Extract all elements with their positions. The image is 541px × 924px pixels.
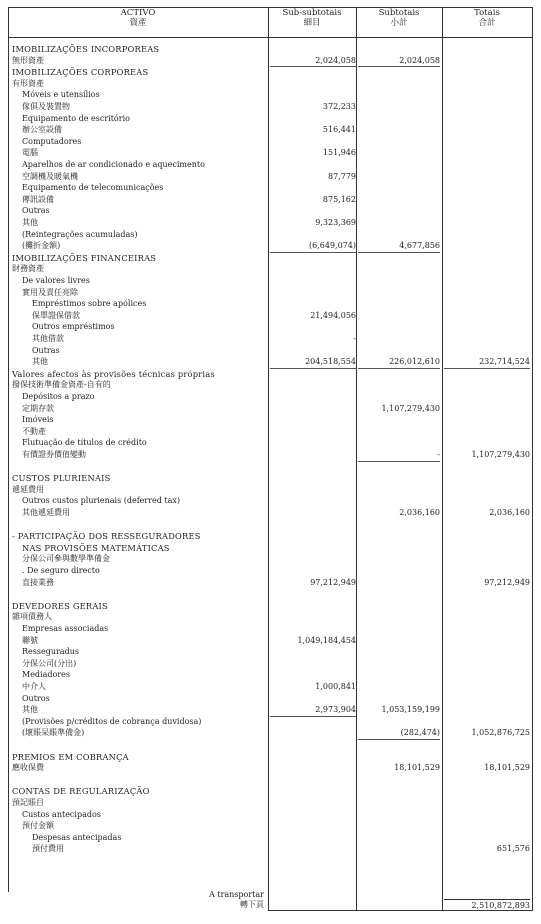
col-divider-3 xyxy=(442,7,443,910)
row-label: 其他借款 xyxy=(32,334,64,343)
row-label: 財務資產 xyxy=(12,264,44,274)
subtotal-value: 226,012,610 xyxy=(389,357,440,367)
sub-subtotal-value: 2,024,058 xyxy=(315,55,356,65)
row-label: 其他 xyxy=(22,705,38,715)
header-totais xyxy=(442,8,532,28)
header-subtotais xyxy=(356,8,442,28)
subtotal-value: 2,024,058 xyxy=(399,55,440,65)
sub-subtotal-value: 151,946 xyxy=(322,148,356,158)
row-label: Empresas associadas xyxy=(22,624,109,633)
sub-subtotal-value: 1,049,184,454 xyxy=(297,635,356,645)
grand-total: 2,510,872,893 xyxy=(471,901,530,910)
section-heading: DEVEDORES GERAIS xyxy=(12,600,108,611)
header-totais-cn: 合計 xyxy=(478,18,496,28)
sub-subtotal-value: 9,323,369 xyxy=(315,218,356,227)
section-heading: NAS PROVISÕES MATEMÁTICAS xyxy=(22,542,170,553)
sub-subtotal-value: - xyxy=(353,334,356,343)
sum-underline xyxy=(270,252,356,253)
row-label: 其他遞延費用 xyxy=(22,508,70,517)
row-label: 其他 xyxy=(32,357,48,367)
header-bottom-border xyxy=(8,37,533,38)
header-totais-label: Totais xyxy=(474,8,500,18)
sub-subtotal-value: 2,973,904 xyxy=(315,705,356,715)
row-label: Equipamento de telecomunicações xyxy=(22,183,164,193)
total-value: 651,576 xyxy=(496,844,530,854)
right-border xyxy=(532,7,533,910)
section-heading: IMOBILIZAÇÕES CORPOREAS xyxy=(12,67,149,78)
sum-underline xyxy=(444,368,530,369)
section-heading: CONTAS DE REGULARIZAÇÃO xyxy=(12,786,150,797)
row-label: 預記賬目 xyxy=(12,798,44,807)
subtotal-value: 4,677,856 xyxy=(399,241,440,251)
col-divider-1 xyxy=(268,7,269,910)
section-heading: CUSTOS PLURIENAIS xyxy=(12,473,111,484)
sum-underline xyxy=(270,716,356,717)
sub-subtotal-value: 875,162 xyxy=(322,194,356,204)
left-border xyxy=(8,7,9,892)
sub-subtotal-value: 1,000,841 xyxy=(315,682,356,691)
row-label: Outros xyxy=(22,693,50,703)
row-label: Mediadores xyxy=(22,670,70,680)
row-label: 應收保費 xyxy=(12,763,44,773)
header-sub-subtotais-label: Sub-subtotais xyxy=(282,8,342,18)
row-label: 撥保技術準備金資產-自有的 xyxy=(12,380,111,390)
row-label: 傢俱及裝置物 xyxy=(22,102,70,111)
sum-underline xyxy=(270,66,356,67)
row-label: 不動產 xyxy=(22,426,46,436)
total-value: 1,107,279,430 xyxy=(471,450,530,459)
row-label: Empréstimos sobre apólices xyxy=(32,299,147,309)
section-heading: PREMIOS EM COBRANÇA xyxy=(12,751,129,762)
row-label: Aparelhos de ar condicionado e aquecimento xyxy=(22,160,205,169)
row-label: Computadores xyxy=(22,136,82,146)
a-transportar-cn: 轉下頁 xyxy=(240,900,264,909)
sub-subtotal-value: 97,212,949 xyxy=(310,577,356,587)
row-label: 電腦 xyxy=(22,148,38,158)
a-transportar-label: A transportar xyxy=(209,890,264,899)
row-label: Flutuação de títulos de crédito xyxy=(22,438,147,448)
subtotal-value: 1,107,279,430 xyxy=(381,403,440,413)
row-label: 有形資產 xyxy=(12,78,44,88)
row-label: 雜項債務人 xyxy=(12,612,52,622)
header-activo-label: ACTIVO xyxy=(120,8,156,18)
col-divider-2 xyxy=(356,7,357,910)
sum-underline xyxy=(358,461,440,462)
header-activo-cn: 資產 xyxy=(129,18,147,28)
section-heading: IMOBILIZAÇÕES FINANCEIRAS xyxy=(12,252,157,263)
row-label: 實用及責任亮除 xyxy=(22,287,78,297)
total-value: 97,212,949 xyxy=(484,577,530,587)
sub-subtotal-value: 204,518,554 xyxy=(305,357,356,367)
total-value: 2,036,160 xyxy=(489,508,530,517)
row-label: 遞延費用 xyxy=(12,484,44,494)
row-label: 無形資產 xyxy=(12,55,44,65)
total-value: 1,052,876,725 xyxy=(471,728,530,738)
header-sub-subtotais-cn: 細目 xyxy=(303,18,321,28)
sub-subtotal-value: 516,441 xyxy=(322,125,356,135)
header-subtotais-cn: 小計 xyxy=(390,18,408,28)
subtotal-value: (282,474) xyxy=(400,728,440,738)
row-label: De valores livres xyxy=(22,276,90,285)
row-label: (壞賬呆賬準備金) xyxy=(22,728,85,738)
row-label: Outras xyxy=(32,345,60,355)
balance-sheet-page xyxy=(8,7,533,910)
total-underline xyxy=(444,899,530,900)
row-label: (Provisões p/créditos de cobrança duvidosa) xyxy=(22,716,202,726)
row-label: 保單證保借款 xyxy=(32,310,80,320)
row-label: Despesas antecipadas xyxy=(32,832,122,842)
sub-subtotal-value: 87,779 xyxy=(328,171,356,181)
sum-underline xyxy=(358,368,440,369)
subtotal-value: 18,101,529 xyxy=(394,763,440,773)
row-label: 直接業務 xyxy=(22,577,54,587)
row-label: 中介人 xyxy=(22,682,46,691)
row-label: 分保公司參與數學準備金 xyxy=(22,554,110,564)
row-label: Imóveis xyxy=(22,415,54,425)
row-label: 傳訊設備 xyxy=(22,194,54,204)
row-label: Outras xyxy=(22,206,50,216)
section-heading: - PARTICIPAÇÃO DOS RESSEGURADORES xyxy=(12,531,201,542)
section-heading: Valores afectos às provisões técnicas próprias xyxy=(12,368,215,379)
row-label: 聯號 xyxy=(22,635,38,645)
sub-subtotal-value: 372,233 xyxy=(322,102,356,111)
header-subtotais-label: Subtotais xyxy=(378,8,420,18)
header-activo xyxy=(8,8,268,28)
subtotal-value: 1,053,159,199 xyxy=(381,705,440,715)
row-label: Resseguradus xyxy=(22,647,79,657)
sum-underline xyxy=(358,252,440,253)
subtotal-value: 2,036,160 xyxy=(399,508,440,517)
row-label: 分保公司(分出) xyxy=(22,658,77,668)
sub-subtotal-value: (6,649,074) xyxy=(309,241,356,251)
row-label: Equipamento de escritório xyxy=(22,113,130,123)
row-label: 空調機及暖氣機 xyxy=(22,171,78,181)
row-label: 定期存款 xyxy=(22,403,54,413)
row-label: Depósitos a prazo xyxy=(22,392,95,401)
row-label: 預付金額 xyxy=(22,821,54,831)
subtotal-value: - xyxy=(437,450,440,459)
section-heading: IMOBILIZAÇÕES INCORPOREAS xyxy=(12,44,160,54)
row-label: 有價證券價值變動 xyxy=(22,450,86,459)
row-label: . De seguro directo xyxy=(22,566,100,575)
header-sub-subtotais xyxy=(268,8,356,28)
sum-underline xyxy=(270,368,356,369)
total-value: 232,714,524 xyxy=(479,357,530,367)
sub-subtotal-value: 21,494,056 xyxy=(310,310,356,320)
row-label: Móveis e utensílios xyxy=(22,90,100,100)
row-label: Custos antecipados xyxy=(22,809,101,819)
sum-underline xyxy=(358,66,440,67)
row-label: 預付費用 xyxy=(32,844,64,854)
row-label: 其他 xyxy=(22,218,38,227)
sum-underline xyxy=(358,739,440,740)
row-label: 辦公室設備 xyxy=(22,125,62,135)
total-value: 18,101,529 xyxy=(484,763,530,773)
row-label: (攤折金額) xyxy=(22,241,61,251)
row-label: Outros custos plurienais (deferred tax) xyxy=(22,496,181,506)
row-label: (Reintegrações acumuladas) xyxy=(22,229,138,239)
row-label: Outros empréstimos xyxy=(32,322,115,332)
